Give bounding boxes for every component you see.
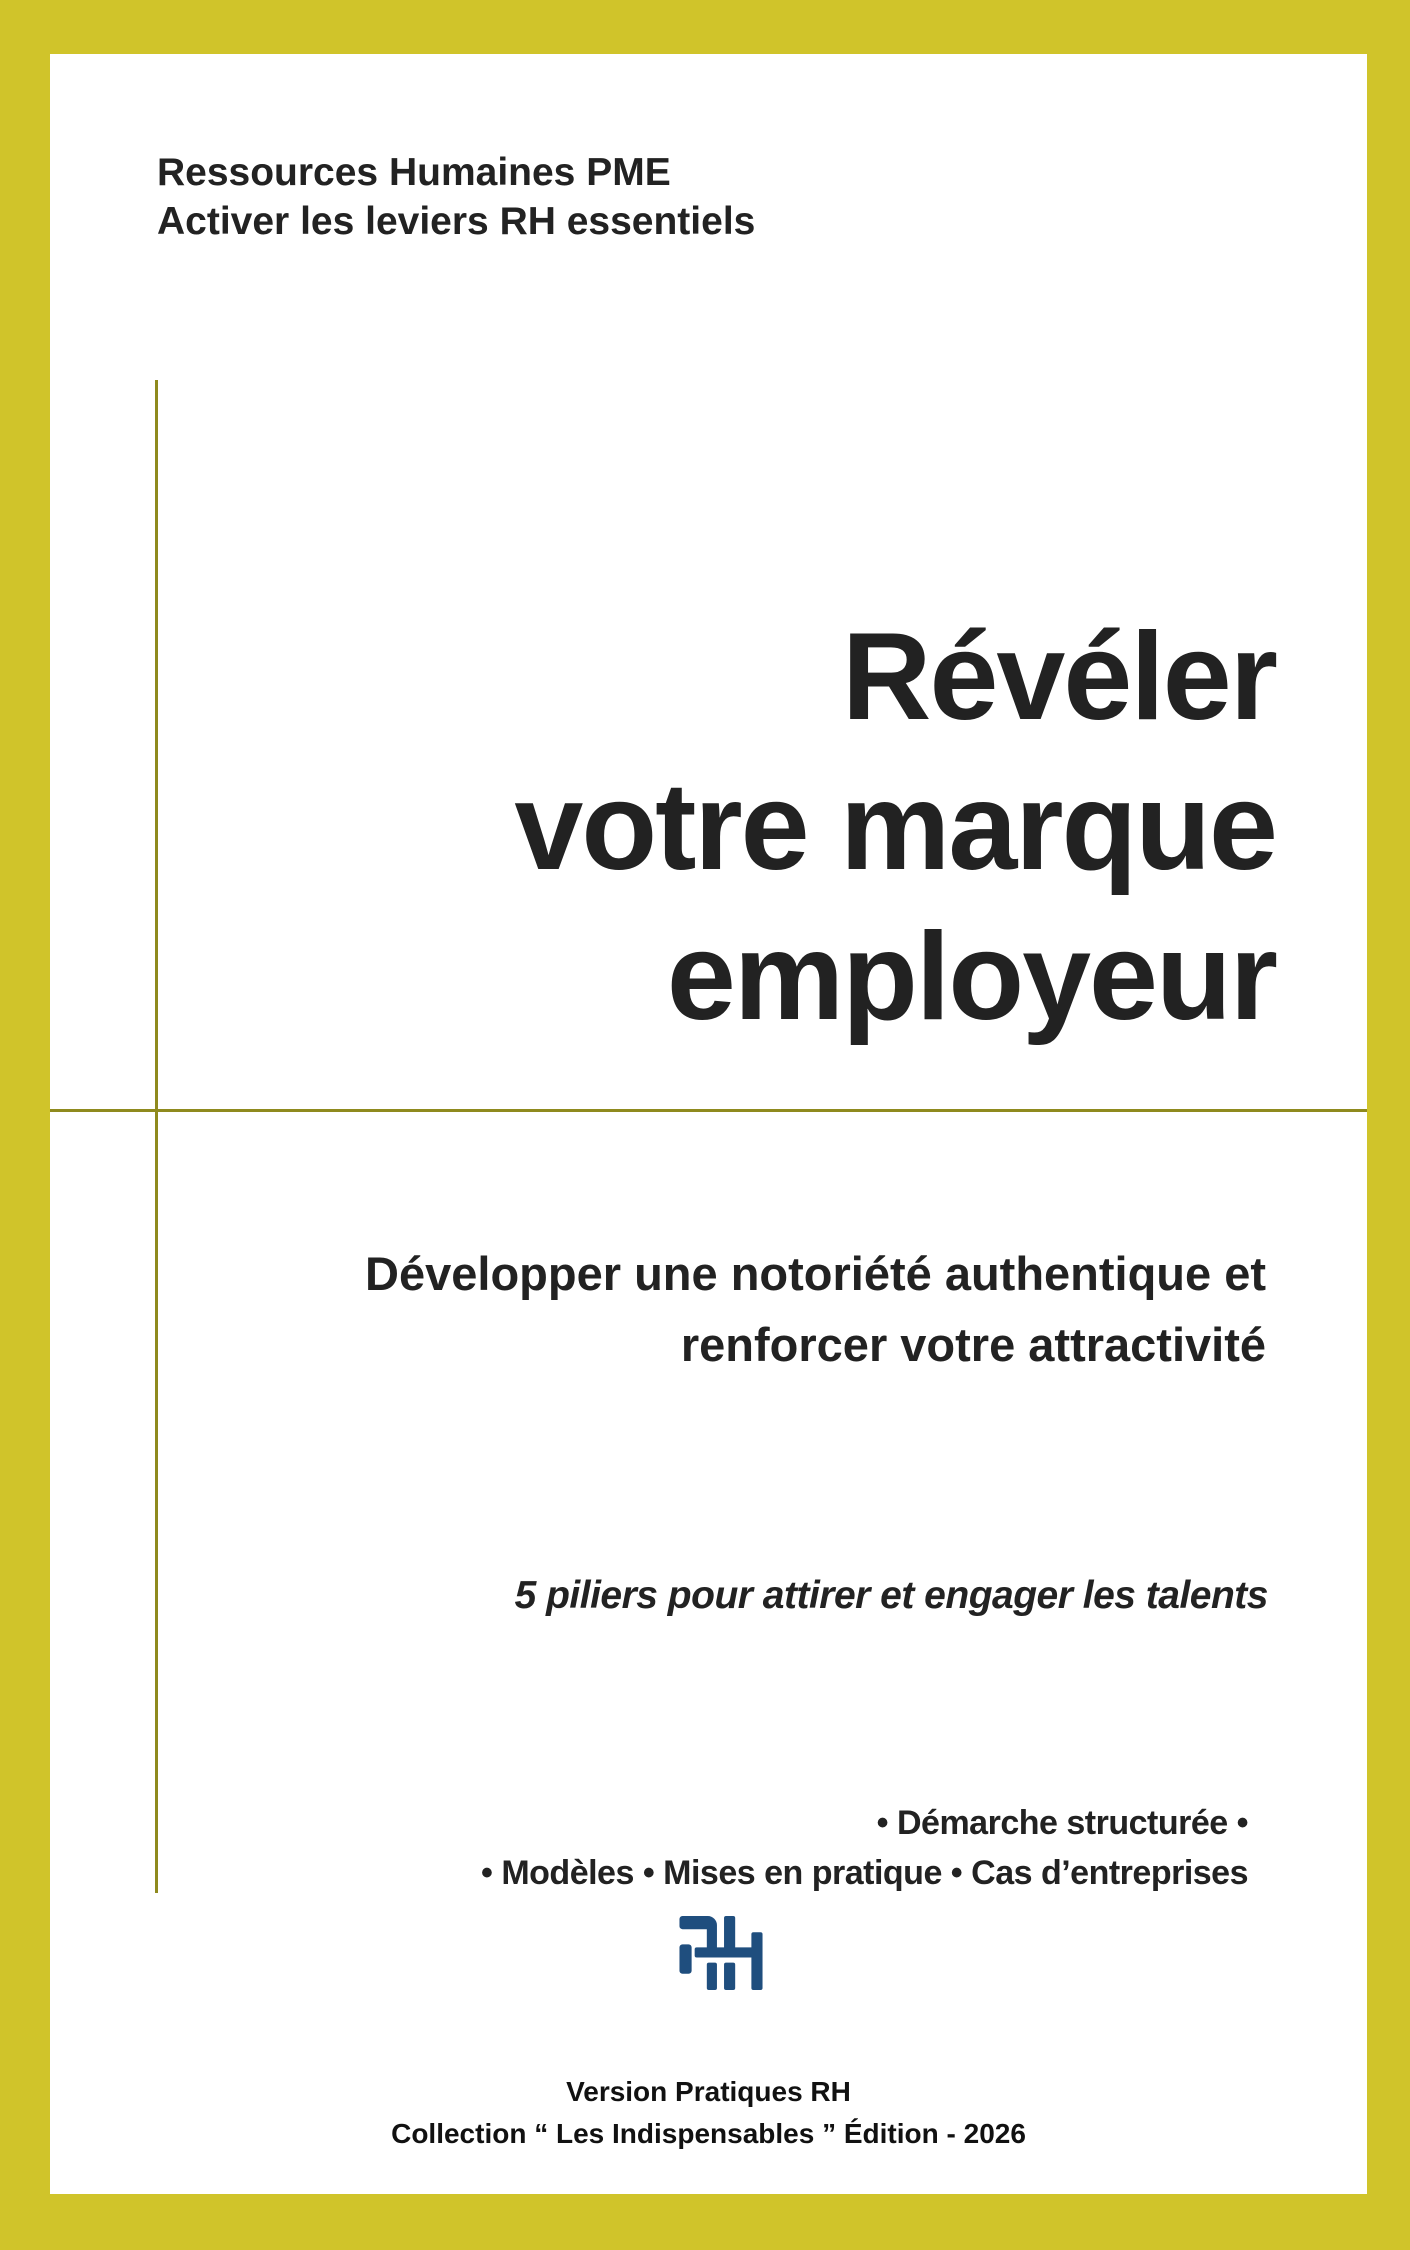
features-line: • Modèles • Mises en pratique • Cas d’entreprises <box>480 1854 1248 1892</box>
title-line: employeur <box>666 908 1276 1046</box>
edition-info <box>50 2071 1367 2155</box>
vertical-rule <box>155 380 158 1893</box>
version-label: Version Pratiques RH <box>566 2076 851 2107</box>
series-name: Ressources Humaines PME <box>157 151 671 194</box>
tagline: 5 piliers pour attirer et engager les talents <box>514 1574 1268 1617</box>
book-cover <box>50 54 1367 2194</box>
rh-logo-icon <box>673 1914 769 1992</box>
title-line: Révéler <box>841 608 1276 746</box>
features-list <box>481 1798 1248 1898</box>
series-heading <box>157 148 755 246</box>
title-line: votre marque <box>514 758 1276 896</box>
subtitle-line: renforcer votre attractivité <box>680 1318 1266 1371</box>
horizontal-rule <box>50 1109 1367 1112</box>
book-title <box>514 602 1276 1052</box>
subtitle-line: Développer une notoriété authentique et <box>365 1247 1266 1300</box>
features-line: • Démarche structurée • <box>876 1804 1248 1842</box>
series-subtitle: Activer les leviers RH essentiels <box>157 200 756 243</box>
book-subtitle <box>365 1238 1266 1380</box>
collection-label: Collection “ Les Indispensables ” Édition - 2026 <box>391 2118 1026 2149</box>
